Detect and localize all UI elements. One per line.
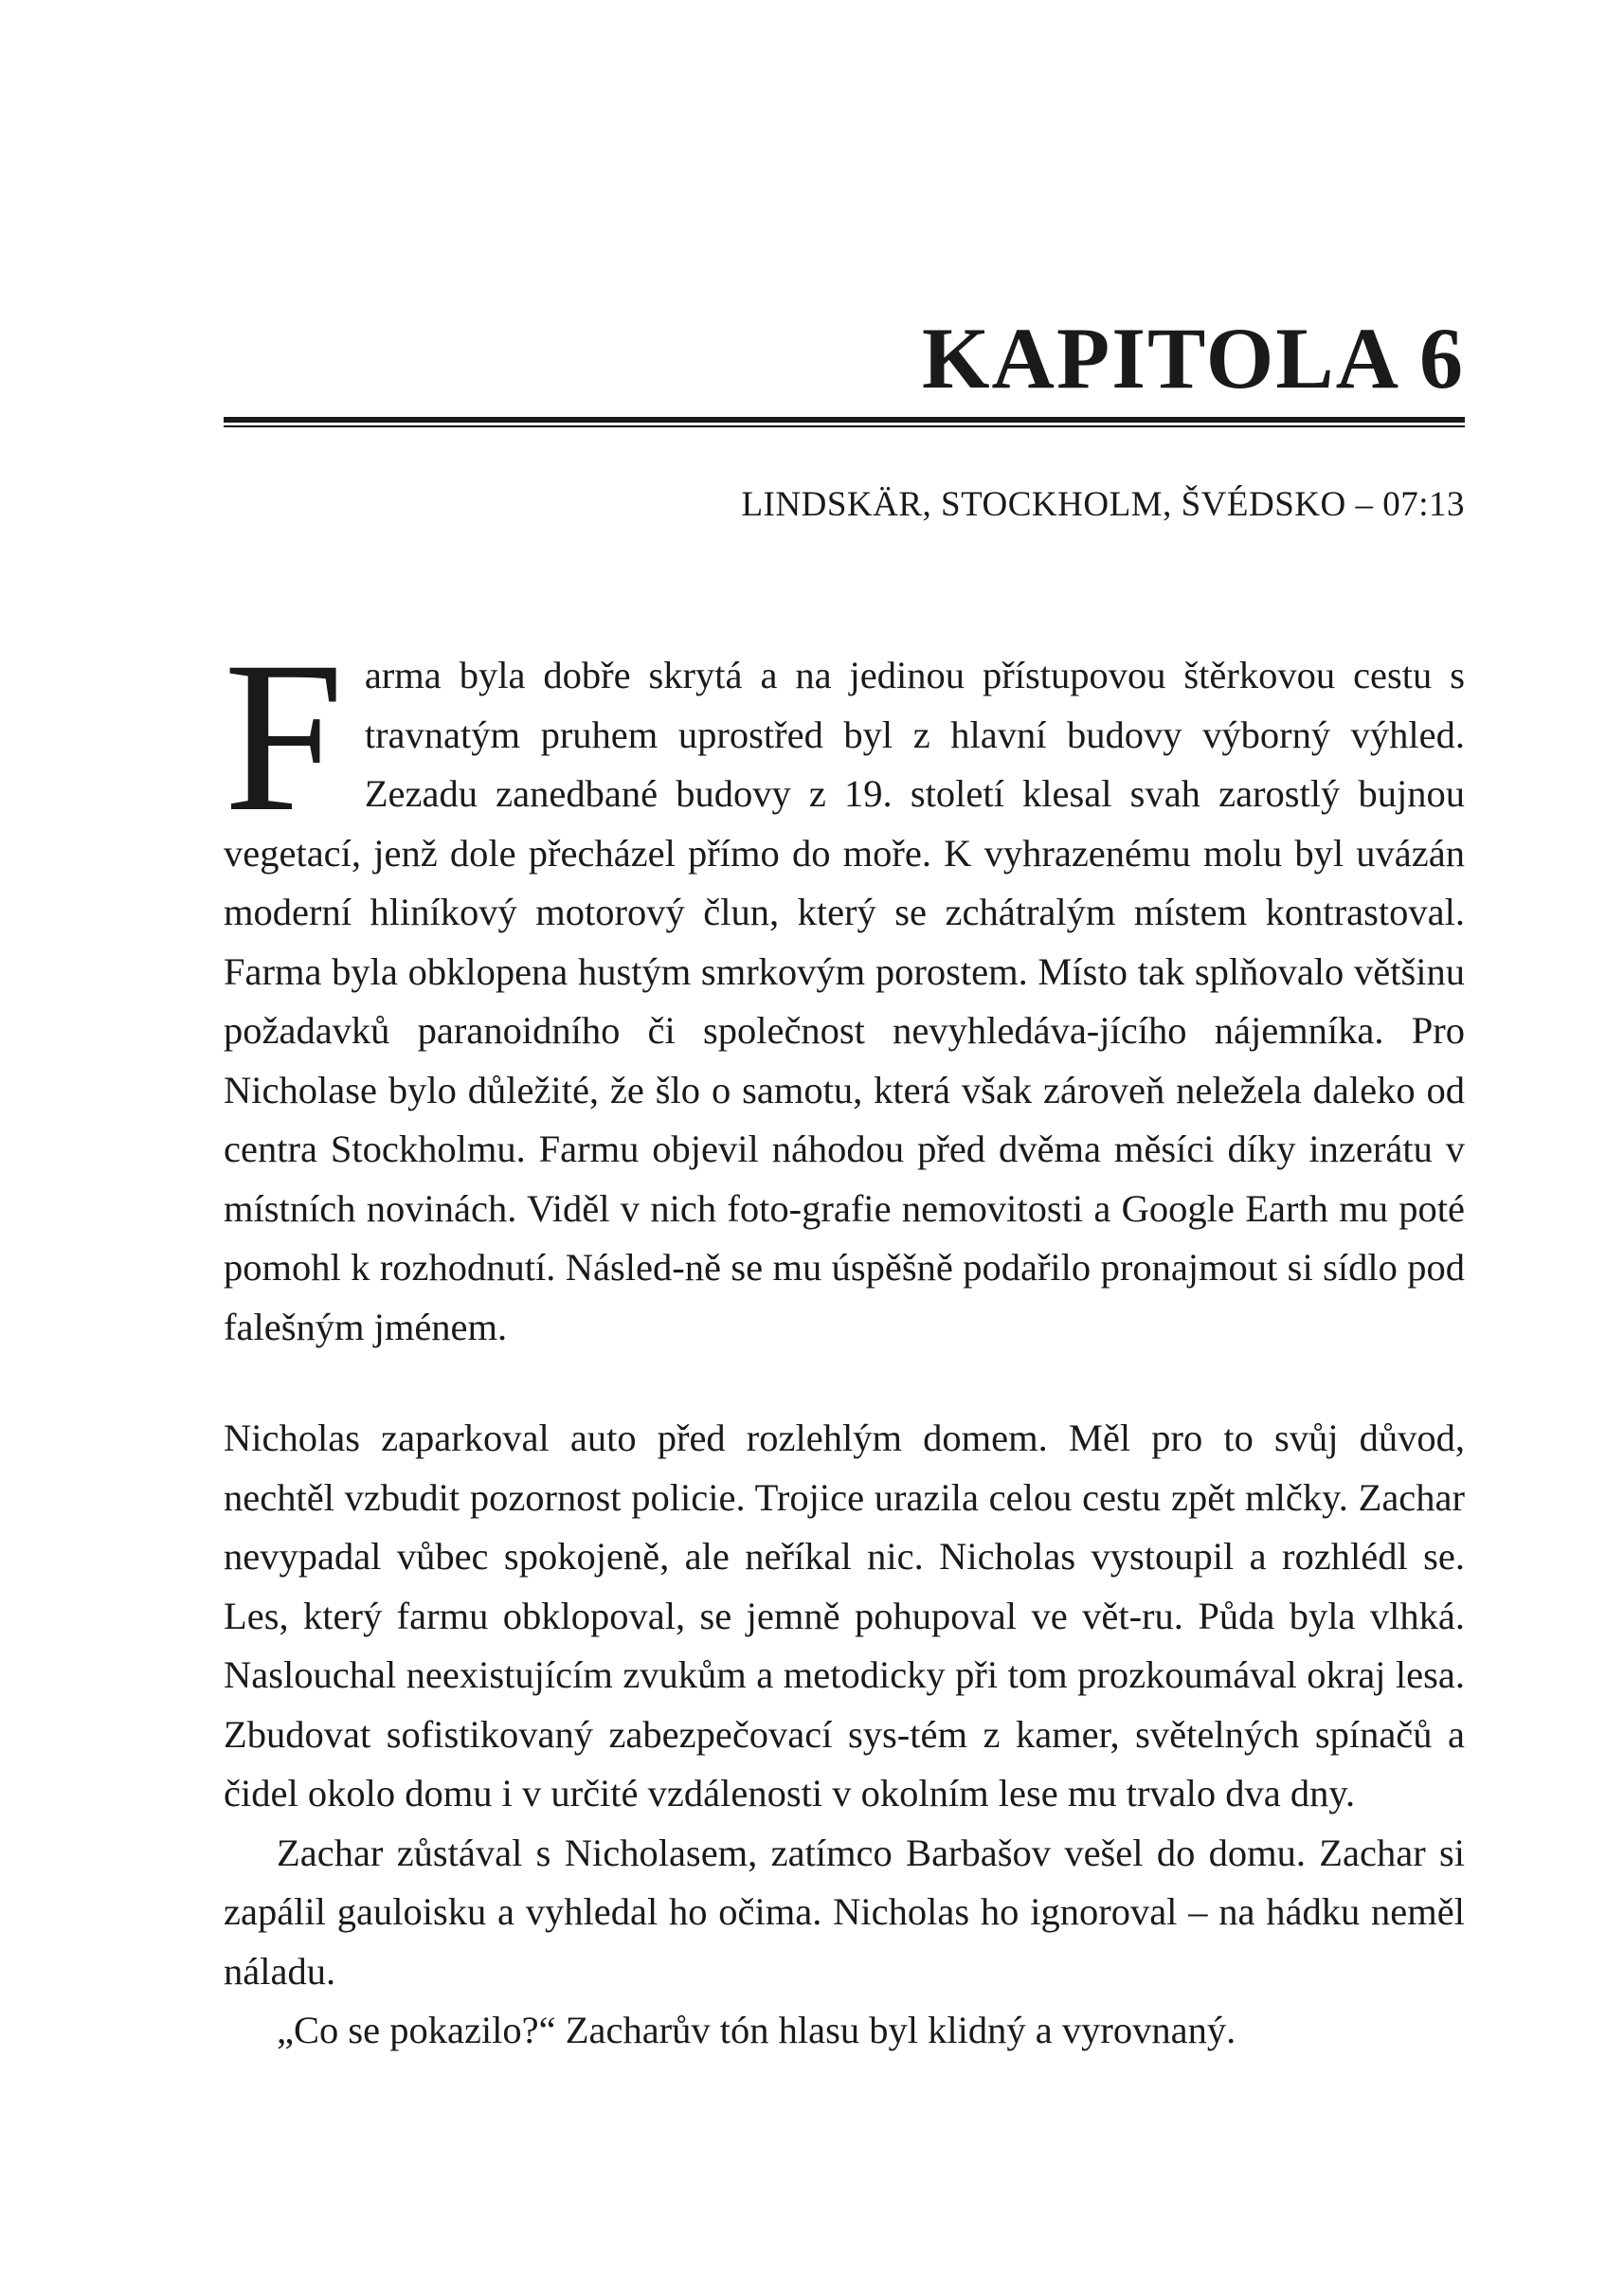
title-double-rule — [224, 417, 1465, 429]
fourth-paragraph: „Co se pokazilo?“ Zacharův tón hlasu byl klidný a vyrovnaný. — [277, 2009, 1236, 2051]
second-paragraph: Nicholas zaparkoval auto před rozlehlým domem. Měl pro to svůj důvod, nechtěl vzbudit pozornost policie. Trojice urazila celou cestu zpět mlčky. Zachar nevypadal vůbec spokojeně, ale neříkal nic. Nicholas vystoupil a rozhlédl se. Les, který farmu obklopoval, se jemně pohupoval ve vět-ru. Půda byla vlhká. Naslouchal neexistujícím zvukům a metodicky při tom prozkoumával okraj lesa. Zbudovat sofistikovaný zabezpečovací sys-tém z kamer, světelných spínačů a čidel okolo domu i v určité vzdálenosti v okolním lese mu trvalo dva dny. — [224, 1417, 1465, 1814]
first-paragraph-text: arma byla dobře skrytá a na jedinou přístupovou štěrkovou cestu s travnatým pruhem uprostřed byl z hlavní budovy výborný výhled. Zezadu zanedbané budovy z 19. století klesal svah zarostlý bujnou vegetací, jenž dole přecházel přímo do moře. K vyhrazenému molu byl uvázán moderní hliníkový motorový člun, který se zchátralým místem kontrastoval. Farma byla obklopena hustým smrkovým porostem. Místo tak splňovalo většinu požadavků paranoidního či společnost nevyhledáva-jícího nájemníka. Pro Nicholase bylo důležité, že šlo o samotu, která však zároveň neležela daleko od centra Stockholmu. Farmu objevil náhodou před dvěma měsíci díky inzerátu v místních novinách. Viděl v nich foto-grafie nemovitosti a Google Earth mu poté pomohl k rozhodnutí. Násled-ně se mu úspěšně podařilo pronajmout si sídlo pod falešným jménem. — [224, 654, 1465, 1348]
body-text — [224, 1409, 1465, 2061]
drop-cap: F — [224, 618, 344, 857]
title-rule-thin — [224, 425, 1465, 427]
chapter-location: LINDSKÄR, STOCKHOLM, ŠVÉDSKO – 07:13 — [741, 485, 1465, 524]
title-rule-thick — [224, 417, 1465, 423]
chapter-title: KAPITOLA 6 — [922, 310, 1465, 406]
third-paragraph: Zachar zůstával s Nicholasem, zatímco Barbašov vešel do domu. Zachar si zapálil gauloisku a vyhledal ho očima. Nicholas ho ignoroval – na hádku neměl náladu. — [224, 1831, 1465, 1993]
first-paragraph — [224, 618, 1465, 1357]
